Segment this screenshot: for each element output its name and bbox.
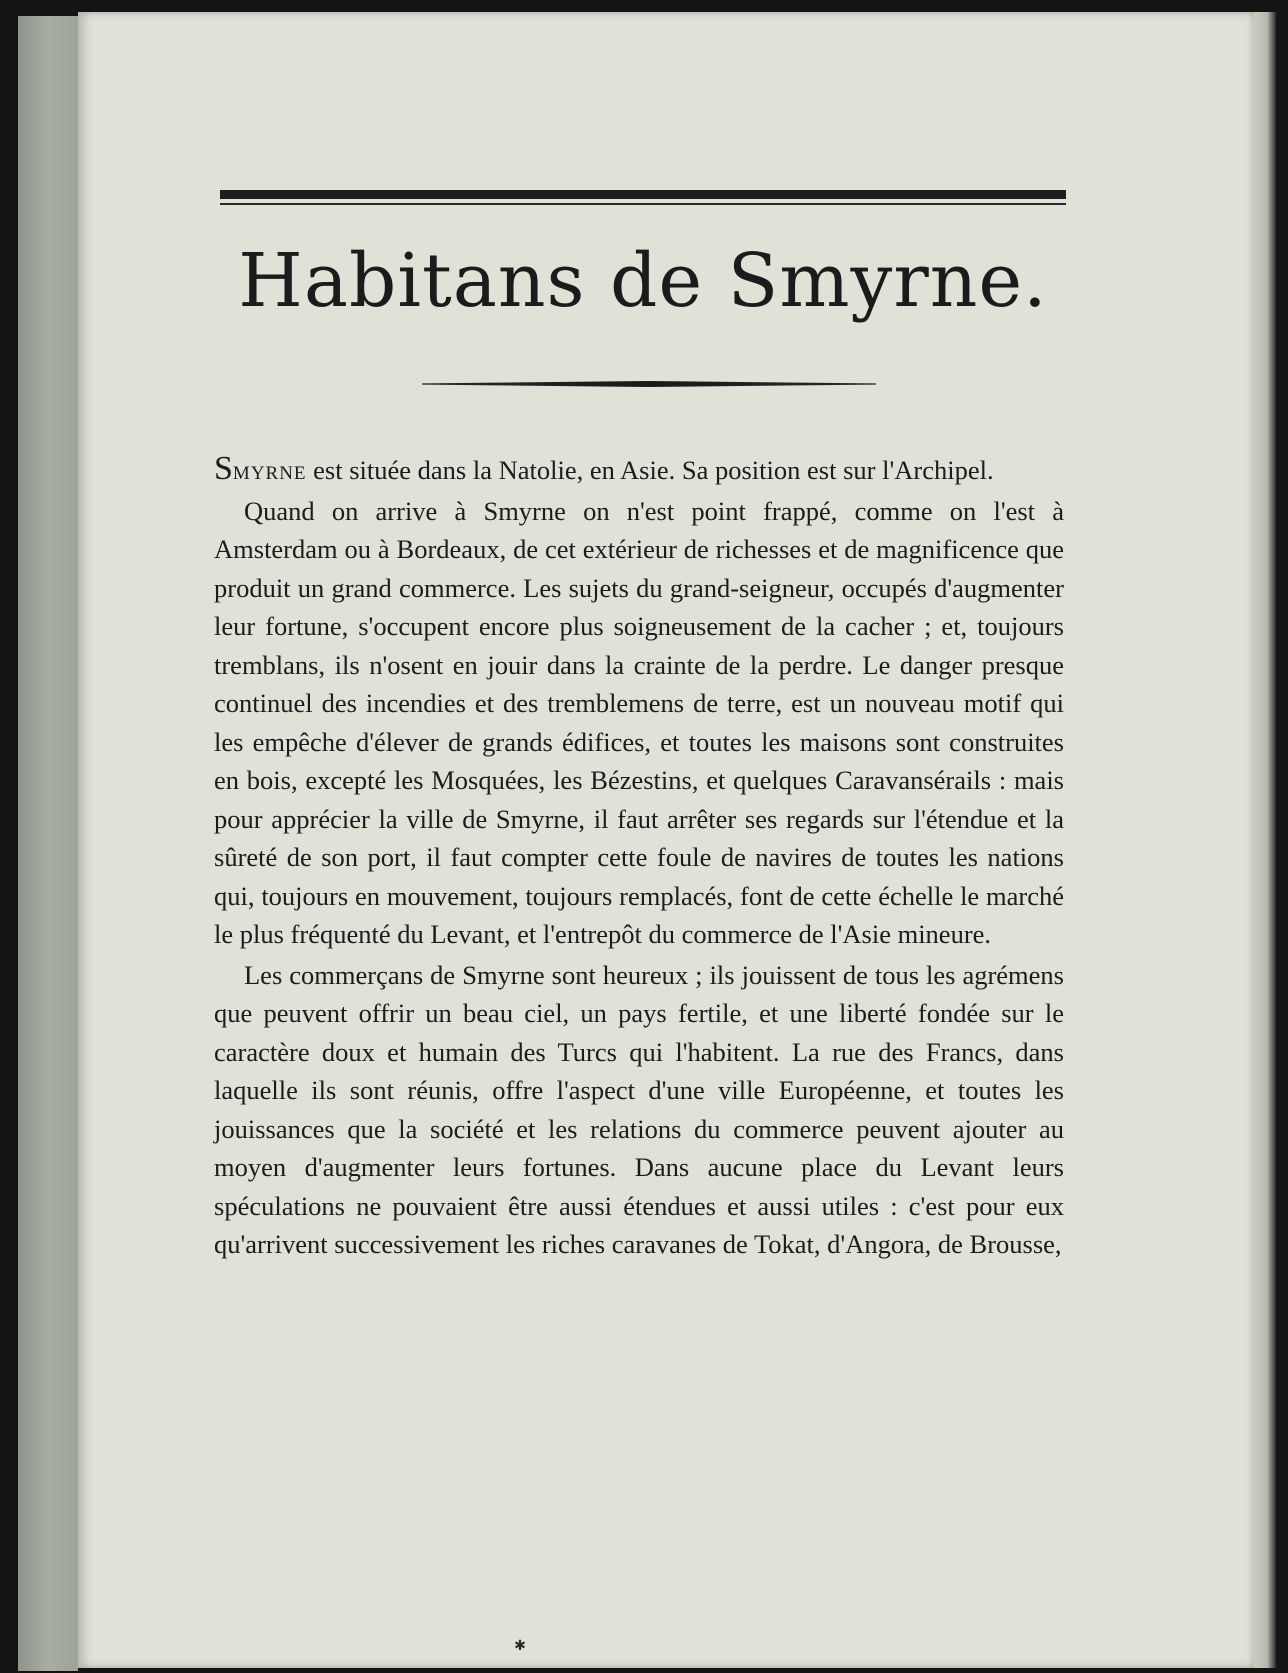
lead-initial: S — [214, 450, 233, 487]
page-edge — [1254, 12, 1276, 1668]
body-text — [214, 450, 1064, 1266]
paragraph-2: Quand on arrive à Smyrne on n'est point frappé, comme on l'est à Amsterdam ou à Bordeaux, de cet extérieur de richesses et de magnificence que produit un grand commerce. Les sujets du grand-seigneur, occupés d'augmenter leur fortune, s'occupent encore plus soigneusement de la cacher ; et, toujours tremblans, ils n'osent en jouir dans la crainte de la perdre. Le danger presque continuel des incendies et des tremblemens de terre, est un nouveau motif qui les empêche d'élever de grands édifices, et toutes les maisons sont construites en bois, excepté les Mosquées, les Bézestins, et quelques Caravansérails : mais pour apprécier la ville de Smyrne, il faut arrêter ses regards sur l'étendue et la sûreté de son port, il faut compter cette foule de navires de toutes les nations qui, toujours en mouvement, toujours remplacés, font de cette échelle le marché le plus fréquenté du Levant, et l'entrepôt du commerce de l'Asie mineure. — [214, 495, 1064, 949]
signature-mark: ✱ — [514, 1638, 526, 1654]
binding-edge — [18, 16, 78, 1671]
paragraph-1-text: est située dans la Natolie, en Asie. Sa position est sur l'Archipel. — [306, 455, 994, 485]
paragraph-1 — [214, 450, 1064, 490]
page-title: Habitans de Smyrne. — [238, 238, 1048, 324]
header-rule — [220, 190, 1066, 199]
lead-caps: myrne — [232, 455, 307, 485]
paragraph-3: Les commerçans de Smyrne sont heureux ; ils jouissent de tous les agrémens que peuvent offrir un beau ciel, un pays fertile, et une liberté fondée sur le caractère doux et humain des Turcs qui l'habitent. La rue des Francs, dans laquelle ils sont réunis, offre l'aspect d'une ville Européenne, et toutes les jouissances que la société et les relations du commerce peuvent ajouter au moyen d'augmenter leurs fortunes. Dans aucune place du Levant leurs spéculations ne pouvaient être aussi étendues et aussi utiles : c'est pour eux qu'arrivent successivement les riches caravanes de Tokat, d'Angora, de Brousse, — [214, 959, 1064, 1259]
